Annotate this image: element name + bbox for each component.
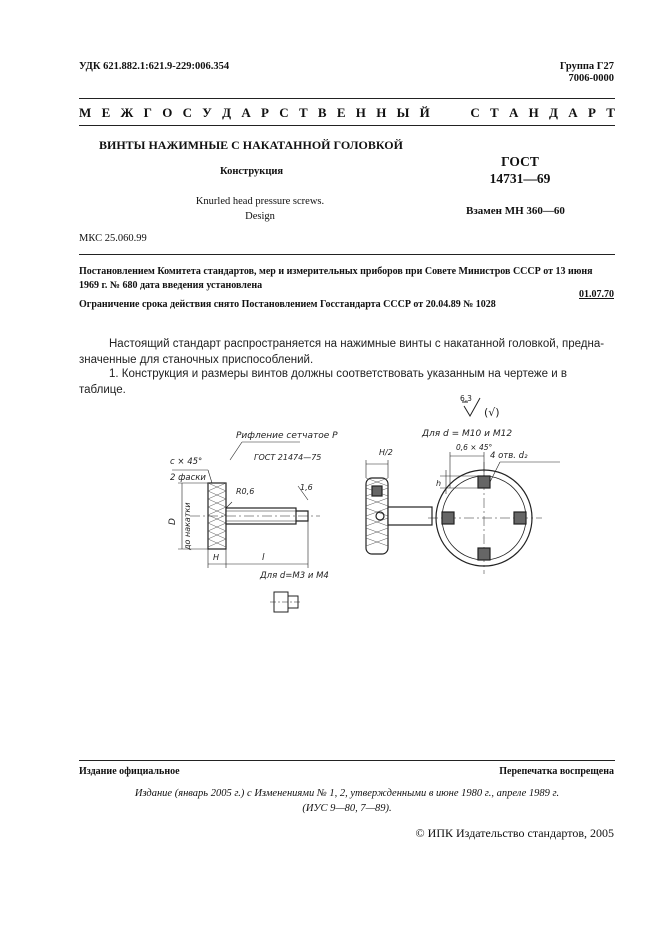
- length-label: l: [262, 553, 265, 563]
- paragraph-scope: Настоящий стандарт распространяется на нажимные винты с накатанной головкой, предна-значенные для станочных приспособлений.: [79, 338, 605, 366]
- banner-letter: М: [79, 105, 92, 120]
- diameter-label: D: [168, 518, 178, 525]
- banner-letter: О: [162, 105, 173, 120]
- banner-letter: Е: [336, 105, 346, 120]
- side-view: [190, 483, 320, 549]
- banner-letter: С: [470, 105, 480, 120]
- banner-letter: С: [279, 105, 289, 120]
- banner-letter: Е: [101, 105, 111, 120]
- banner-word-gap: [440, 105, 460, 121]
- limit-removed-text: Ограничение срока действия снято Постановлением Госстандарта СССР от 20.04.89 № 1028: [79, 299, 496, 310]
- small-chamfer-label: 0,6 × 45°: [456, 443, 493, 452]
- mks-rule: [79, 254, 615, 255]
- banner-letter: Г: [143, 105, 152, 120]
- english-title-line-1: Knurled head pressure screws.: [195, 196, 325, 207]
- reprint-prohibited: Перепечатка воспрещена: [499, 766, 614, 777]
- banner-letter: Н: [355, 105, 366, 120]
- small-thread-note: Для d=M3 и M4: [260, 571, 329, 581]
- chamfer-label: с × 45°: [170, 457, 203, 467]
- half-height-label: H/2: [379, 448, 393, 457]
- section-dimensions: [366, 460, 388, 478]
- banner-letter: Т: [606, 105, 615, 120]
- banner-letter: Д: [549, 105, 558, 120]
- replaces-standard: Взамен МН 360—60: [466, 205, 565, 217]
- gost-number: 14731—69: [489, 171, 551, 186]
- banner-letter: В: [317, 105, 327, 120]
- group-line-2: 7006-0000: [568, 73, 614, 84]
- group-code: [560, 61, 614, 85]
- banner-letter: Т: [490, 105, 499, 120]
- document-subtitle: Конструкция: [220, 166, 284, 177]
- edition-line-2: (ИУС 9—80, 7—89).: [302, 803, 392, 814]
- document-title: ВИНТЫ НАЖИМНЫЕ С НАКАТАННОЙ ГОЛОВКОЙ: [99, 138, 403, 152]
- edition-note: [79, 786, 615, 816]
- mks-code: МКС 25.060.99: [79, 233, 147, 244]
- large-thread-note: Для d = M10 и M12: [422, 429, 513, 439]
- edition-line-1: Издание (январь 2005 г.) с Изменениями № 1, 2, утвержденными в июне 1980 г., апреле 1989 г.: [134, 788, 560, 799]
- knurl-standard-label: ГОСТ 21474—75: [254, 453, 322, 462]
- official-edition: Издание официальное: [79, 766, 180, 777]
- front-view: [428, 462, 542, 574]
- banner-letter: С: [182, 105, 193, 120]
- introduction-date: 01.07.70: [579, 289, 614, 300]
- english-title-line-2: Design: [245, 211, 275, 222]
- decree-text: Постановлением Комитета стандартов, мер и измерительных приборов при Совете Министров СССР от 13 июня 1969 г. № 680 дата введения установлена: [79, 266, 593, 291]
- height-label: H: [213, 553, 220, 562]
- angle-label: 1,6: [300, 483, 313, 492]
- holes-label: 4 отв. d₂: [490, 451, 528, 461]
- bottom-rule: [79, 125, 615, 126]
- diameter-note-label: до накатки: [183, 502, 192, 550]
- banner-letter: Й: [419, 105, 430, 120]
- paragraph-design: 1. Конструкция и размеры винтов должны соответствовать указанным на чертеже и в таблице.: [79, 368, 567, 396]
- roughness-value: 6,3: [460, 394, 472, 403]
- interstate-standard-banner: [79, 105, 615, 121]
- banner-letter: А: [508, 105, 519, 120]
- chamfers-count-label: 2 фаски: [170, 473, 206, 483]
- radius-label: R0,6: [236, 487, 255, 496]
- banner-letter: А: [241, 105, 251, 120]
- group-line-1: Группа Г27: [559, 61, 614, 72]
- banner-letter: А: [568, 105, 578, 120]
- depth-label: h: [436, 479, 442, 488]
- banner-letter: Н: [376, 105, 387, 120]
- banner-letter: Р: [261, 105, 269, 120]
- section-view: [366, 478, 432, 554]
- udc-code: УДК 621.882.1:621.9-229:006.354: [79, 61, 230, 72]
- gost-block: [470, 153, 570, 187]
- gost-label: ГОСТ: [501, 154, 539, 169]
- copyright: © ИПК Издательство стандартов, 2005: [415, 826, 614, 840]
- banner-letter: Ы: [396, 105, 410, 120]
- footer-rule: [79, 760, 615, 761]
- small-detail: [270, 592, 302, 612]
- banner-letter: Р: [587, 105, 596, 120]
- screw-drawing: [150, 390, 620, 630]
- english-title: [170, 194, 350, 224]
- banner-letter: Ж: [120, 105, 134, 120]
- roughness-paren: (√): [484, 406, 500, 419]
- banner-letter: Д: [222, 105, 232, 120]
- top-rule: [79, 98, 615, 99]
- knurl-label: Рифление сетчатое Р: [236, 431, 338, 441]
- banner-letter: Н: [528, 105, 539, 120]
- banner-letter: У: [202, 105, 212, 120]
- banner-letter: Т: [298, 105, 308, 120]
